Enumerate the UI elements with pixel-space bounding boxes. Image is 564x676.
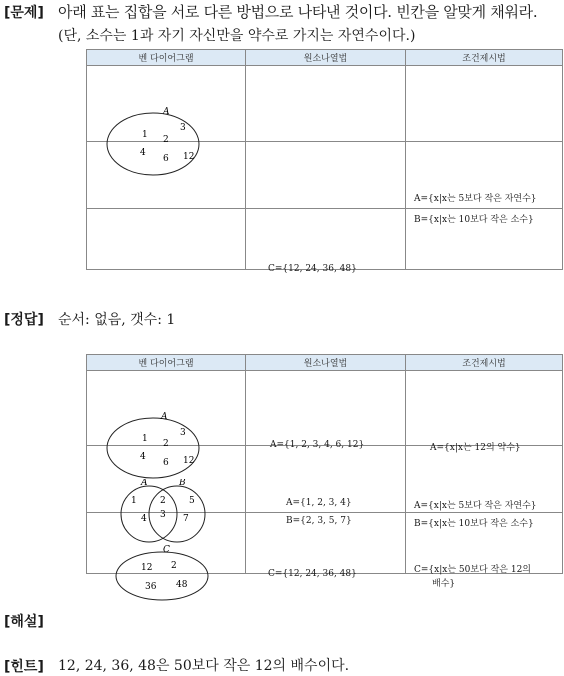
venn-element: 2 <box>171 561 177 571</box>
set-label-a: A <box>161 412 168 422</box>
venn-element: 4 <box>140 452 146 462</box>
venn-element: 3 <box>180 122 186 133</box>
set-label-b: B <box>179 479 186 488</box>
header-venn: 벤 다이어그램 <box>87 50 246 66</box>
venn-element: 3 <box>180 428 186 438</box>
set-label-c: C <box>163 545 170 555</box>
header-list: 원소나열법 <box>246 50 406 66</box>
venn-element: 12 <box>183 456 195 466</box>
hint-text: 12, 24, 36, 48은 50보다 작은 12의 배수이다. <box>58 658 350 674</box>
problem-tag: [문제] <box>4 5 44 21</box>
venn-element: 6 <box>163 153 169 164</box>
problem-line-1: 아래 표는 집합을 서로 다른 방법으로 나타낸 것이다. 빈칸을 알맞게 채워라. <box>58 3 538 21</box>
explanation-tag: [해설] <box>4 614 44 630</box>
condition-b: B={x|x는 10보다 작은 소수} <box>414 519 534 529</box>
blank-venn-cell <box>87 209 246 270</box>
blank-list-cell <box>246 66 406 142</box>
header-list: 원소나열법 <box>246 355 406 371</box>
blank-condition-cell <box>406 66 563 142</box>
hint-tag: [힌트] <box>4 659 44 675</box>
header-venn: 벤 다이어그램 <box>87 355 246 371</box>
list-b: B={2, 3, 5, 7} <box>286 516 352 526</box>
venn-element: 5 <box>189 496 195 506</box>
venn-element: 1 <box>131 496 137 506</box>
list-a: A={1, 2, 3, 4} <box>286 498 352 508</box>
venn-element: 48 <box>176 580 188 590</box>
blank-list-cell <box>246 142 406 209</box>
condition-a: A={x|x는 5보다 작은 자연수} <box>414 194 537 204</box>
condition-c-cont: 배수} <box>432 579 456 589</box>
venn-element: 3 <box>160 510 166 520</box>
venn-element: 1 <box>142 434 148 444</box>
condition-b: B={x|x는 10보다 작은 소수} <box>414 215 534 225</box>
venn-element: 4 <box>141 514 147 524</box>
list-a: A={1, 2, 3, 4, 6, 12} <box>270 440 365 450</box>
set-label-a: A <box>163 106 170 117</box>
venn-element: 7 <box>183 514 189 524</box>
venn-element: 1 <box>142 129 148 140</box>
venn-element: 4 <box>140 147 146 158</box>
venn-element: 2 <box>160 496 166 506</box>
problem-line-2: (단, 소수는 1과 자기 자신만을 약수로 가지는 자연수이다.) <box>58 28 416 44</box>
header-condition: 조건제시법 <box>406 355 563 371</box>
answer-tag: [정답] <box>4 312 44 328</box>
condition-a: A={x|x는 12의 약수} <box>430 443 521 453</box>
venn-element: 6 <box>163 458 169 468</box>
set-label-a: A <box>141 479 148 488</box>
header-condition: 조건제시법 <box>406 50 563 66</box>
condition-c: C={x|x는 50보다 작은 12의 <box>414 565 531 575</box>
venn-element: 12 <box>183 151 195 162</box>
answer-text: 순서: 없음, 갯수: 1 <box>58 312 176 328</box>
venn-element: 2 <box>163 439 169 449</box>
venn-element: 2 <box>163 134 169 145</box>
condition-a: A={x|x는 5보다 작은 자연수} <box>414 501 537 511</box>
venn-element: 12 <box>141 563 153 573</box>
answer-table <box>86 354 563 592</box>
venn-element: 36 <box>145 582 157 592</box>
list-c: C={12, 24, 36, 48} <box>268 569 357 579</box>
list-c: C={12, 24, 36, 48} <box>268 264 357 274</box>
question-table <box>86 49 563 274</box>
